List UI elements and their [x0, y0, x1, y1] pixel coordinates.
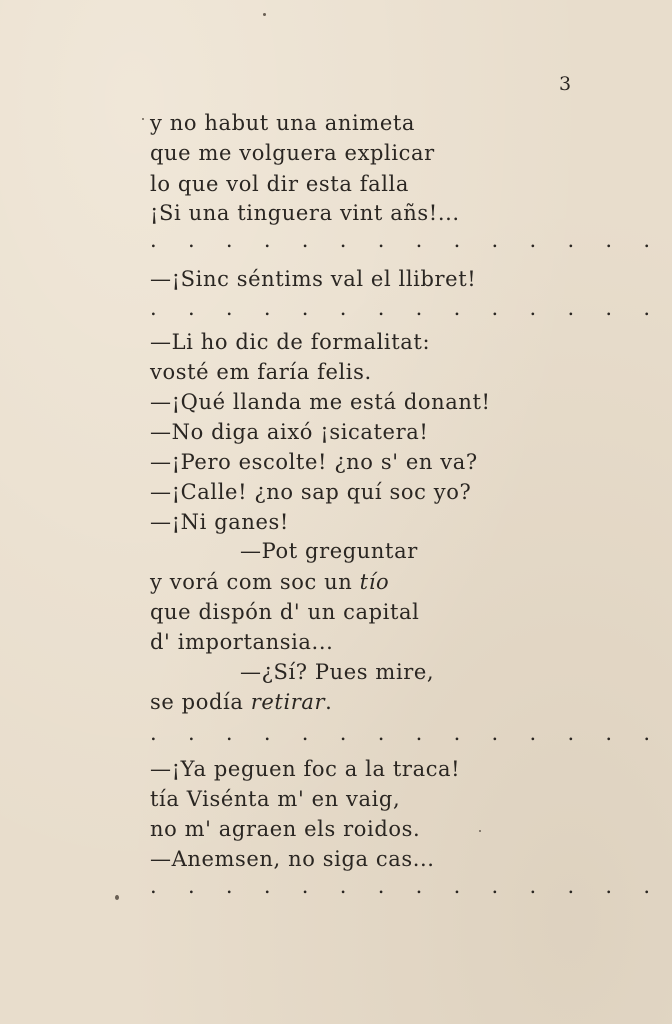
- verse-line: vosté em faría felis.: [150, 360, 372, 384]
- verse-line: —¡Ya peguen foc a la traca!: [150, 757, 461, 781]
- verse-line: —¿Sí? Pues mire,: [240, 660, 435, 684]
- paper-speck: [142, 118, 144, 120]
- verse-line: —¡Qué llanda me está donant!: [150, 390, 491, 414]
- verse-line: y no habut una animeta: [150, 111, 416, 135]
- verse-line: que dispón d' un capital: [150, 600, 420, 624]
- italic-word: retirar: [250, 690, 326, 714]
- verse-line: —Li ho dic de formalitat:: [150, 330, 431, 354]
- verse-line: d' importansia...: [150, 630, 334, 654]
- verse-line: que me volguera explicar: [150, 141, 435, 165]
- ellipsis-separator: . . . . . . . . . . . . . .: [150, 228, 663, 252]
- verse-line: —Anemsen, no siga cas...: [150, 847, 435, 871]
- paper-speck: [263, 13, 266, 16]
- verse-line: —¡Calle! ¿no sap quí soc yo?: [150, 480, 472, 504]
- verse-line: —No diga aixó ¡sicatera!: [150, 420, 429, 444]
- verse-line: —¡Sinc séntims val el llibret!: [150, 267, 477, 291]
- italic-word: tío: [359, 570, 390, 594]
- verse-line: lo que vol dir esta falla: [150, 172, 409, 196]
- paper-speck: [479, 830, 481, 832]
- verse-line: —¡Ni ganes!: [150, 510, 289, 534]
- verse-line: —¡Pero escolte! ¿no s' en va?: [150, 450, 478, 474]
- ellipsis-separator: . . . . . . . . . . . . . .: [150, 721, 663, 745]
- verse-line: y vorá com soc un tío: [150, 570, 390, 594]
- paper-speck: [115, 895, 119, 900]
- ellipsis-separator: . . . . . . . . . . . . . .: [150, 296, 663, 320]
- verse-line: no m' agraen els roidos.: [150, 817, 421, 841]
- verse-line: ¡Si una tinguera vint añs!...: [150, 201, 460, 225]
- verse-line: se podía retirar.: [150, 690, 333, 714]
- ellipsis-separator: . . . . . . . . . . . . . .: [150, 874, 663, 898]
- verse-line: tía Visénta m' en vaig,: [150, 787, 401, 811]
- verse-line: —Pot greguntar: [240, 539, 418, 563]
- page-number: 3: [559, 73, 572, 95]
